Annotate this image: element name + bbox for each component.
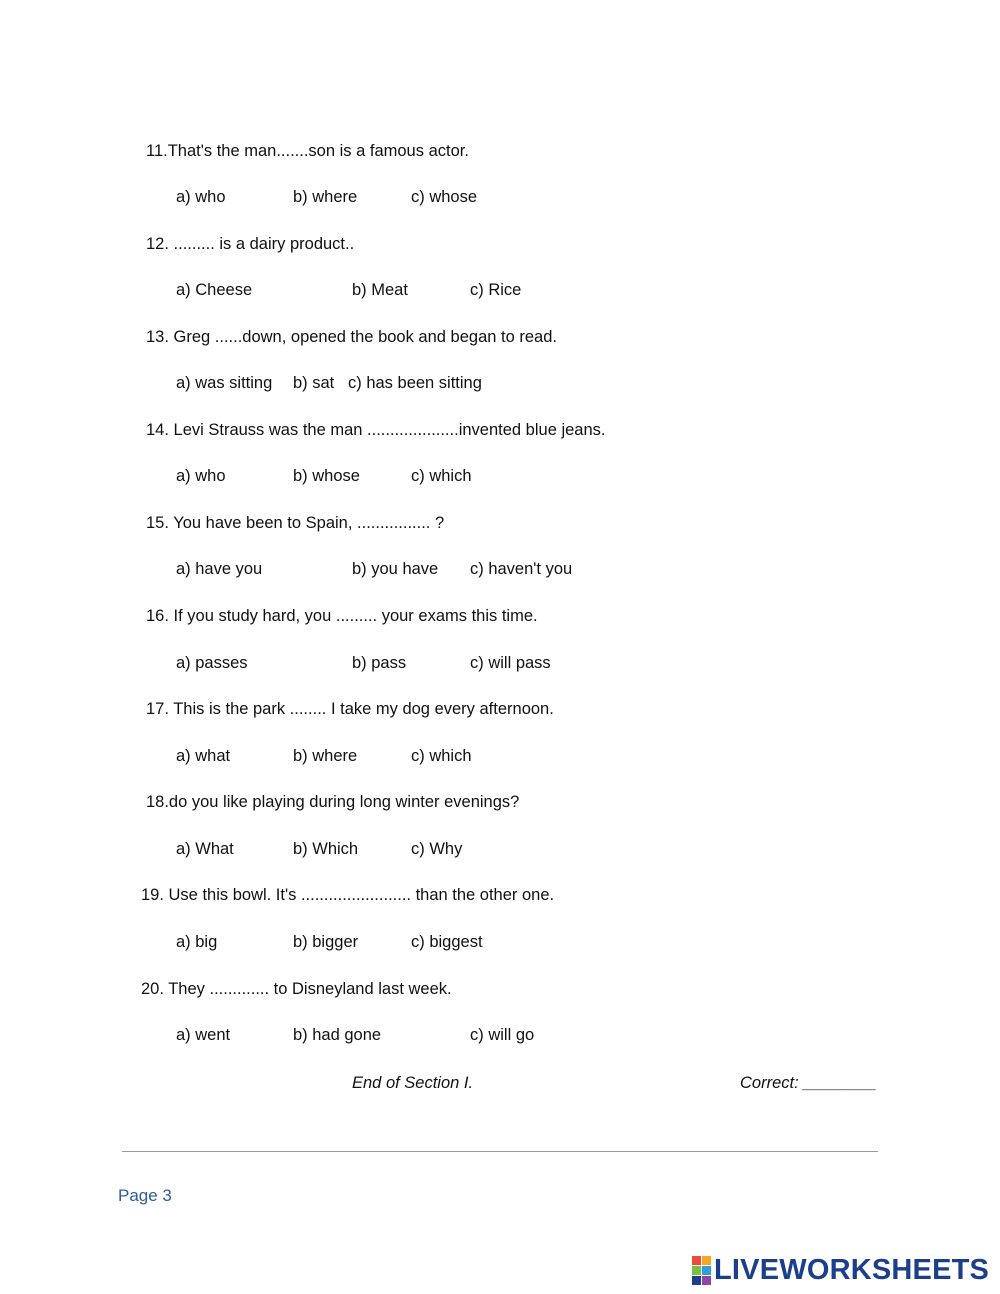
question-19-option-b[interactable]: b) bigger (293, 933, 359, 951)
question-15-option-a[interactable]: a) have you (176, 560, 263, 578)
question-15-option-c[interactable]: c) haven't you (470, 560, 573, 578)
question-19-option-a[interactable]: a) big (176, 933, 218, 951)
question-16-stem: 16. If you study hard, you ......... your exams this time. (146, 607, 538, 625)
question-17-stem: 17. This is the park ........ I take my dog every afternoon. (146, 700, 554, 718)
page-number: Page 3 (118, 1186, 172, 1205)
question-13-option-a[interactable]: a) was sitting (176, 374, 273, 392)
question-20-stem: 20. They ............. to Disneyland last week. (141, 980, 452, 998)
question-20-option-c[interactable]: c) will go (470, 1026, 535, 1044)
liveworksheets-logo[interactable] (692, 1254, 989, 1287)
question-13-option-c[interactable]: c) has been sitting (348, 374, 482, 392)
question-13-option-b[interactable]: b) sat (293, 374, 335, 392)
correct-score-field: Correct: ________ (740, 1074, 877, 1092)
question-12-option-a[interactable]: a) Cheese (176, 281, 253, 299)
question-11-option-b[interactable]: b) where (293, 188, 358, 206)
question-20-option-b[interactable]: b) had gone (293, 1026, 382, 1044)
question-18-option-b[interactable]: b) Which (293, 840, 359, 858)
question-14-option-b[interactable]: b) whose (293, 467, 360, 485)
question-18-option-c[interactable]: c) Why (411, 840, 463, 858)
question-20-option-a[interactable]: a) went (176, 1026, 231, 1044)
question-19-stem: 19. Use this bowl. It's ........................ than the other one. (141, 886, 555, 904)
question-14-option-a[interactable]: a) who (176, 467, 226, 485)
question-15-option-b[interactable]: b) you have (352, 560, 439, 578)
question-14-option-c[interactable]: c) which (411, 467, 472, 485)
question-17-option-b[interactable]: b) where (293, 747, 358, 765)
question-12-stem: 12. ......... is a dairy product.. (146, 235, 355, 253)
footer-divider (122, 1151, 878, 1152)
question-19-option-c[interactable]: c) biggest (411, 933, 483, 951)
liveworksheets-logo-text: LIVEWORKSHEETS (714, 1254, 990, 1286)
end-of-section-label: End of Section I. (352, 1074, 474, 1092)
question-12-option-c[interactable]: c) Rice (470, 281, 522, 299)
question-16-option-a[interactable]: a) passes (176, 654, 248, 672)
liveworksheets-logo-icon (692, 1256, 711, 1285)
question-17-option-c[interactable]: c) which (411, 747, 472, 765)
question-12-option-b[interactable]: b) Meat (352, 281, 408, 299)
question-14-stem: 14. Levi Strauss was the man ....................invented blue jeans. (146, 421, 606, 439)
question-17-option-a[interactable]: a) what (176, 747, 231, 765)
question-11-stem: 11.That's the man.......son is a famous actor. (146, 142, 469, 160)
question-16-option-b[interactable]: b) pass (352, 654, 407, 672)
question-15-stem: 15. You have been to Spain, ................ ? (146, 514, 445, 532)
question-11-option-c[interactable]: c) whose (411, 188, 478, 206)
question-18-stem: 18.do you like playing during long winter evenings? (146, 793, 520, 811)
question-13-stem: 13. Greg ......down, opened the book and began to read. (146, 328, 557, 346)
question-18-option-a[interactable]: a) What (176, 840, 234, 858)
question-11-option-a[interactable]: a) who (176, 188, 226, 206)
question-16-option-c[interactable]: c) will pass (470, 654, 551, 672)
